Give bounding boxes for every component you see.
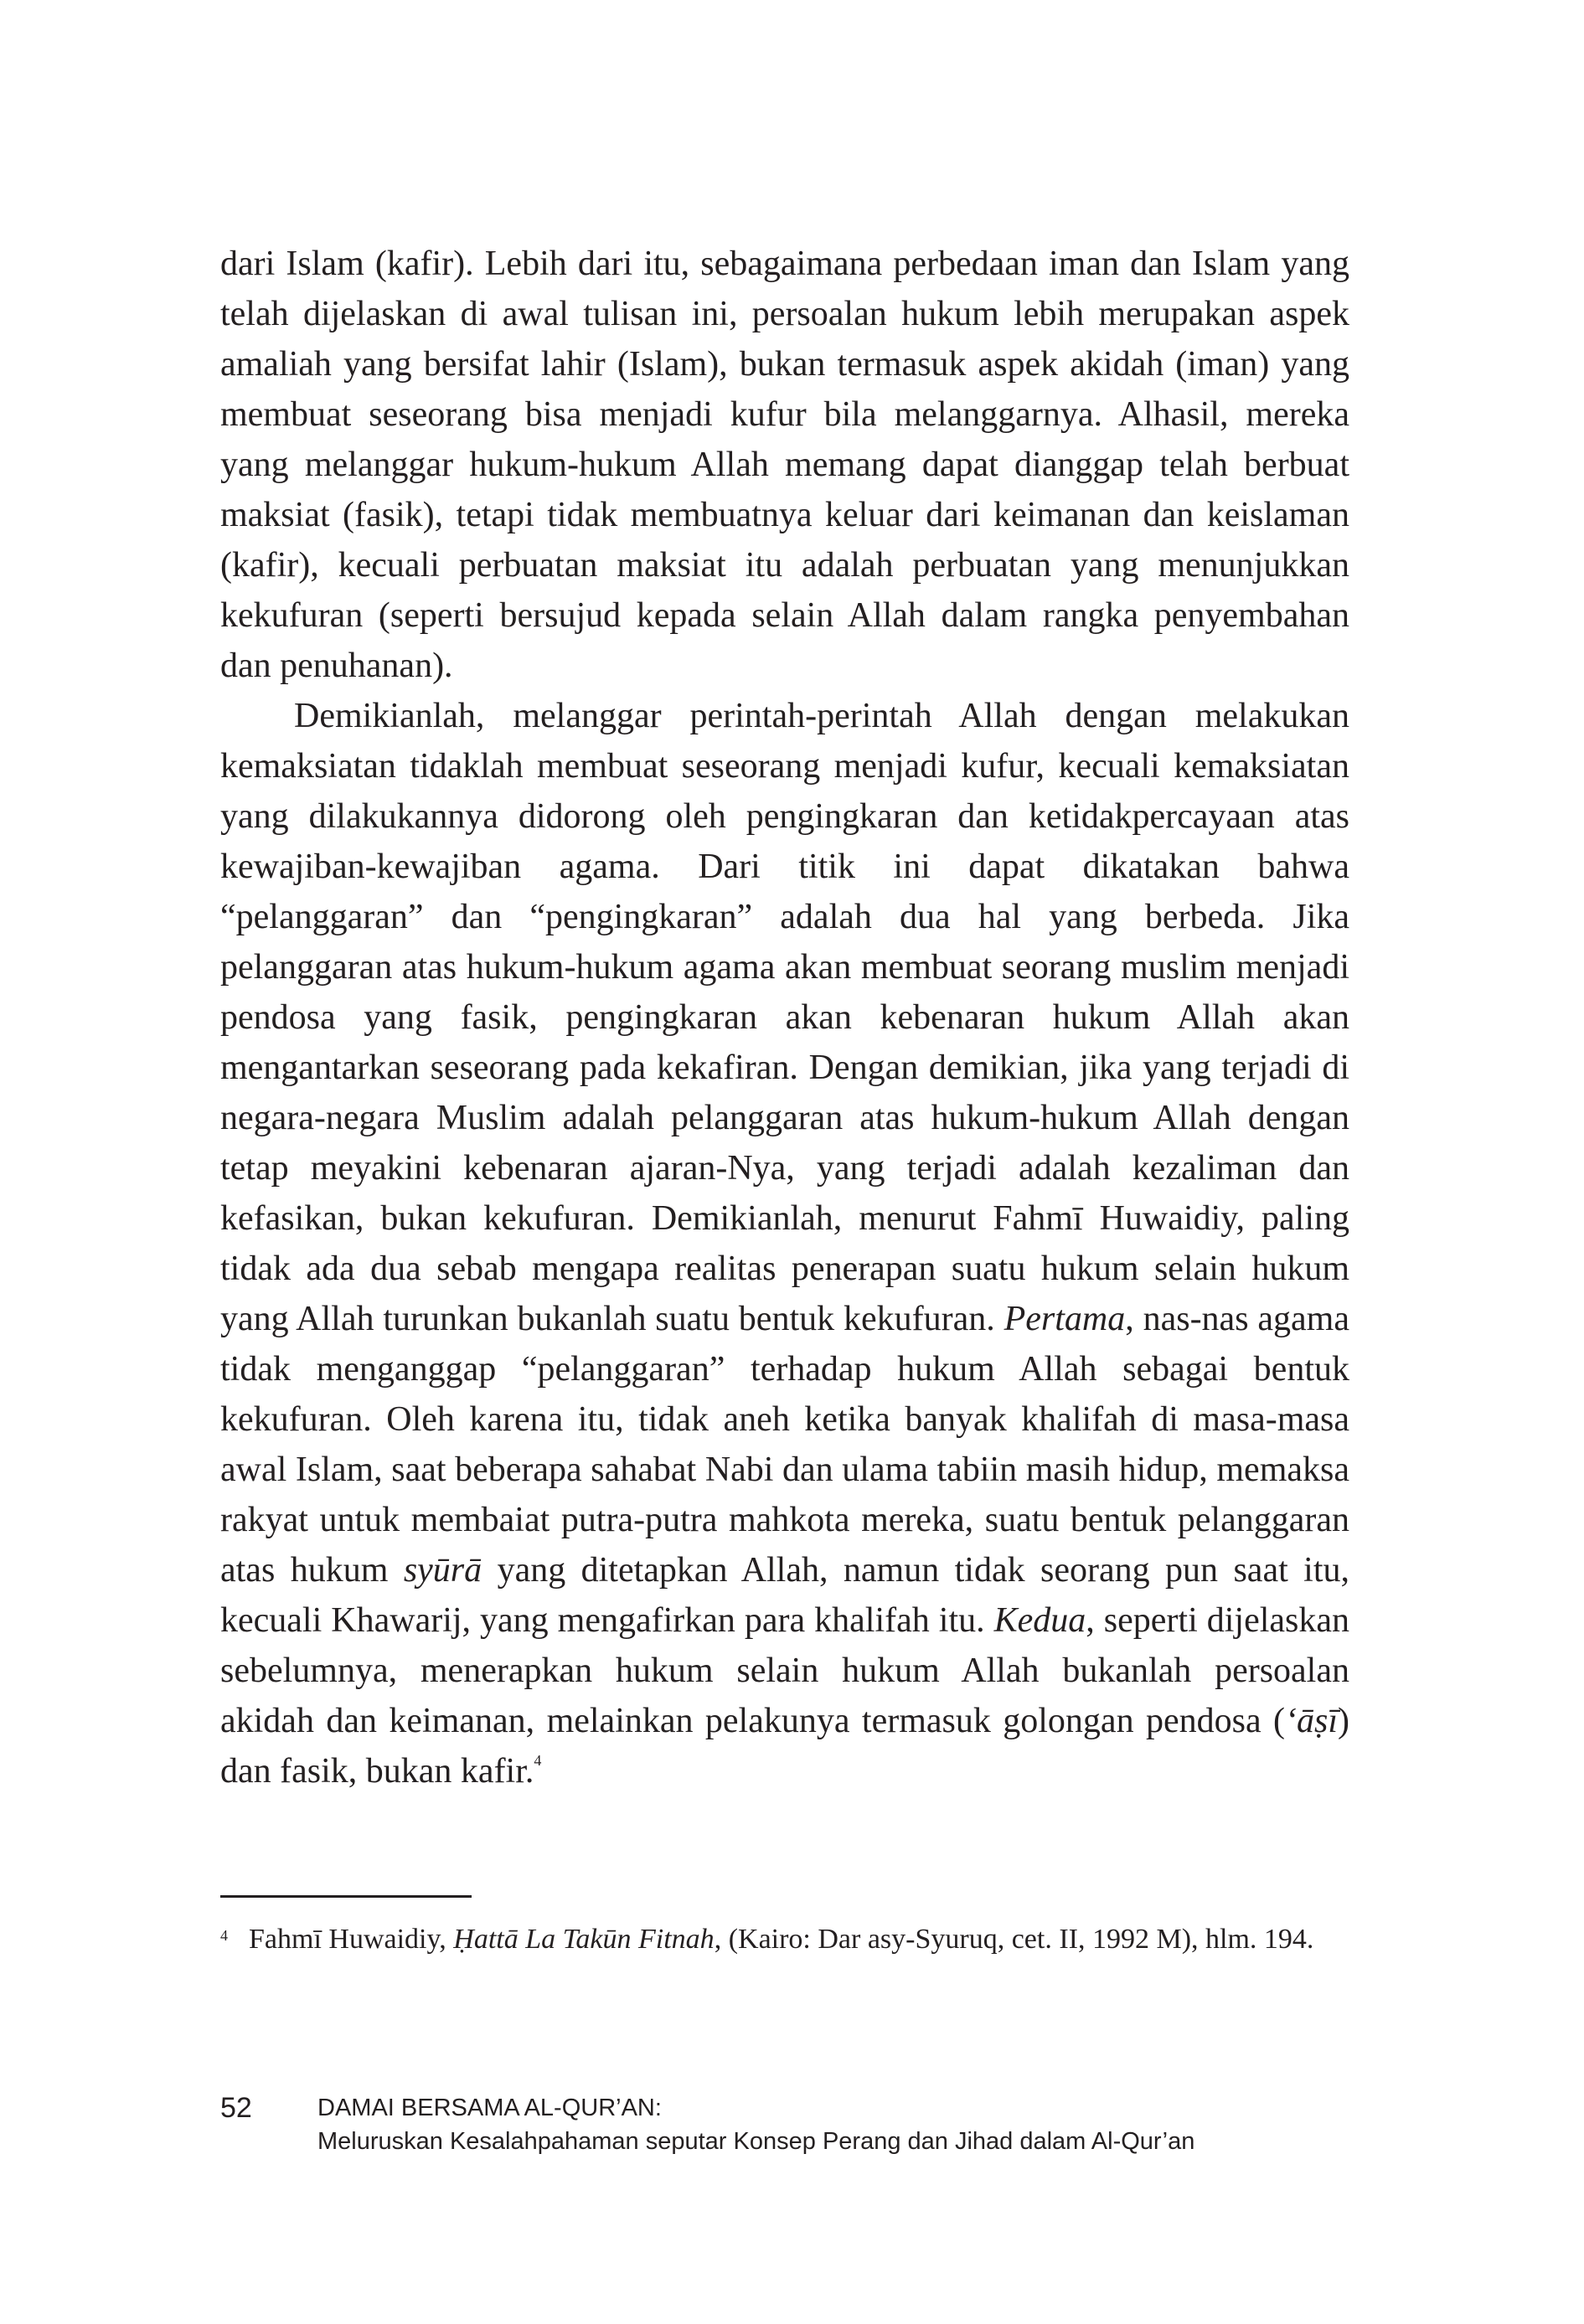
italic-term-syura: syūrā — [403, 1551, 482, 1590]
footnote-number: 4 — [220, 1927, 228, 1944]
paragraph-2 — [220, 691, 1349, 1796]
running-title: DAMAI BERSAMA AL-QUR’AN: — [317, 2095, 662, 2121]
paragraph-2-segment: yang ditetapkan Allah, namun tidak seorang pun saat itu, kecuali Khawarij, yang mengafirkan para khalifah itu. — [220, 1551, 1350, 1640]
footnote-author: Fahmī Huwaidiy, — [249, 1924, 454, 1955]
footnote-divider — [220, 1895, 472, 1898]
footnote — [220, 1918, 1349, 1961]
footnote-text — [249, 1918, 1349, 1961]
italic-term-asi: ‘āṣī — [1285, 1702, 1338, 1740]
paragraph-1-text: dari Islam (kafir). Lebih dari itu, sebagaimana perbedaan iman dan Islam yang telah dijelaskan di awal tulisan ini, persoalan hukum lebih merupakan aspek amaliah yang bersifat lahir (Islam), bukan termasuk aspek akidah (iman) yang membuat seseorang bisa menjadi kufur bila melanggarnya. Alhasil, mereka yang melanggar hukum-hukum Allah memang dapat dianggap telah berbuat maksiat (fasik), tetapi tidak membuatnya keluar dari keimanan dan keislaman (kafir), kecuali perbuatan maksiat itu adalah perbuatan yang menunjukkan kekufuran (seperti bersujud kepada selain Allah dalam rangka penyembahan dan penuhanan). — [220, 245, 1349, 685]
footnote-publication: , (Kairo: Dar asy-Syuruq, cet. II, 1992 M), hlm. 194. — [714, 1924, 1314, 1955]
footnote-book-title: Ḥattā La Takūn Fitnah — [453, 1924, 715, 1955]
paragraph-2-segment: , nas-nas agama tidak menganggap “pelanggaran” terhadap hukum Allah sebagai bentuk kekufuran. Oleh karena itu, tidak aneh ketika banyak khalifah di masa-masa awal Islam, saat beberapa sahabat Nabi dan ulama tabiin masih hidup, memaksa rakyat untuk membaiat putra-putra mahkota mereka, suatu bentuk pelanggaran atas hukum — [220, 1300, 1349, 1590]
main-text — [220, 239, 1349, 1796]
paragraph-2-segment: ) dan fasik, bukan kafir. — [220, 1702, 1349, 1791]
running-subtitle: Meluruskan Kesalahpahaman seputar Konsep Perang dan Jihad dalam Al-Qur’an — [317, 2128, 1195, 2155]
footnote-reference[interactable]: 4 — [534, 1752, 542, 1769]
page-number: 52 — [220, 2092, 252, 2124]
italic-term-pertama: Pertama — [1004, 1300, 1126, 1338]
paragraph-2-segment: , seperti dijelaskan sebelumnya, menerapkan hukum selain hukum Allah bukanlah persoalan akidah dan keimanan, melainkan pelakunya termasuk golongan pendosa ( — [220, 1601, 1350, 1740]
italic-term-kedua: Kedua — [993, 1601, 1086, 1640]
paragraph-1 — [220, 239, 1349, 691]
paragraph-2-text — [220, 691, 1349, 1796]
paragraph-2-segment: Demikianlah, melanggar perintah-perintah Allah dengan melakukan kemaksiatan tidaklah membuat seseorang menjadi kufur, kecuali kemaksiatan yang dilakukannya didorong oleh pengingkaran dan ketidakpercayaan atas kewajiban-kewajiban agama. Dari titik ini dapat dikatakan bahwa “pelanggaran” dan “pengingkaran” adalah dua hal yang berbeda. Jika pelanggaran atas hukum-hukum agama akan membuat seorang muslim menjadi pendosa yang fasik, pengingkaran akan kebenaran hukum Allah akan mengantarkan seseorang pada kekafiran. Dengan demikian, jika yang terjadi di negara-negara Muslim adalah pelanggaran atas hukum-hukum Allah dengan tetap meyakini kebenaran ajaran-Nya, yang terjadi adalah kezaliman dan kefasikan, bukan kekufuran. Demikianlah, menurut Fahmī Huwaidiy, paling tidak ada dua sebab mengapa realitas penerapan suatu hukum selain hukum yang Allah turunkan bukanlah suatu bentuk kekufuran. — [220, 697, 1349, 1338]
